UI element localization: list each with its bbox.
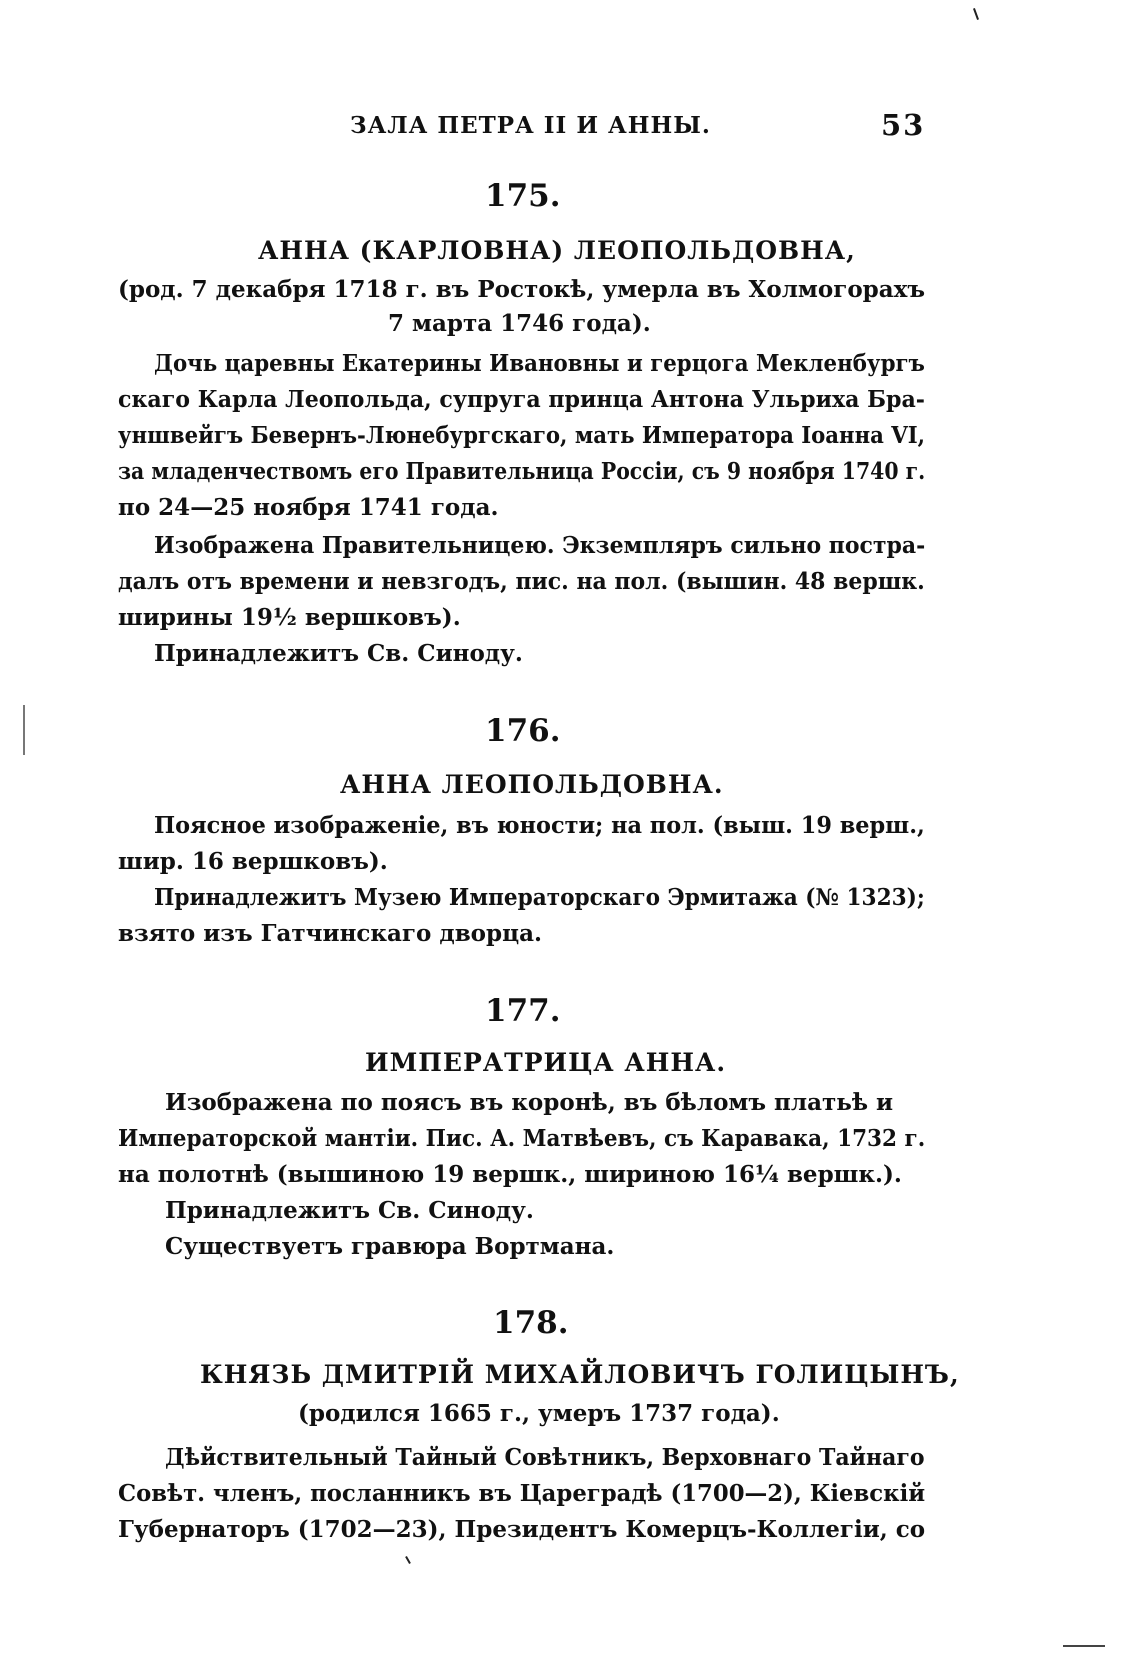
entry-number-178: 178. bbox=[493, 1305, 569, 1341]
body-line: Императорской мантіи. Пис. А. Матвѣевъ, съ Каравака, 1732 г. bbox=[118, 1125, 926, 1152]
body-line: Дѣйствительный Тайный Совѣтникъ, Верховнаго Тайнаго bbox=[165, 1444, 925, 1471]
body-line: Губернаторъ (1702—23), Президентъ Комерцъ-Коллегіи, со bbox=[118, 1516, 926, 1543]
body-line: Совѣт. членъ, посланникъ въ Цареградѣ (1700—2), Кіевскій bbox=[118, 1480, 926, 1507]
scan-speck bbox=[973, 8, 979, 20]
scan-margin-line bbox=[23, 705, 25, 755]
body-line: Принадлежитъ Св. Синоду. bbox=[165, 1197, 534, 1224]
entry-subtitle-175-2: 7 марта 1746 года). bbox=[388, 310, 651, 337]
entry-number-175: 175. bbox=[485, 178, 561, 214]
body-line: на полотнѣ (вышиною 19 вершк., шириною 16¼ вершк.). bbox=[118, 1161, 902, 1188]
body-line: ширины 19½ вершковъ). bbox=[118, 604, 461, 631]
entry-subtitle-175-1: (род. 7 декабря 1718 г. въ Ростокѣ, умерла въ Холмогорахъ bbox=[118, 276, 926, 303]
body-line: шир. 16 вершковъ). bbox=[118, 848, 388, 875]
body-line: за младенчествомъ его Правительница Россіи, съ 9 ноября 1740 г. bbox=[118, 458, 926, 485]
body-line: по 24—25 ноября 1741 года. bbox=[118, 494, 499, 521]
entry-title-177: ИМПЕРАТРИЦА АННА. bbox=[365, 1048, 727, 1077]
entry-title-178: КНЯЗЬ ДМИТРІЙ МИХАЙЛОВИЧЪ ГОЛИЦЫНЪ, bbox=[200, 1360, 960, 1389]
body-line: скаго Карла Леопольда, супруга принца Антона Ульриха Бра- bbox=[118, 386, 925, 413]
body-line: Принадлежитъ Музею Императорскаго Эрмитажа (№ 1323); bbox=[154, 884, 925, 911]
entry-number-176: 176. bbox=[485, 713, 561, 749]
running-header-title: ЗАЛА ПЕТРА II И АННЫ. bbox=[350, 112, 711, 139]
body-line: Дочь царевны Екатерины Ивановны и герцога Мекленбургъ bbox=[154, 350, 925, 377]
body-line: далъ отъ времени и невзгодъ, пис. на пол. (вышин. 48 вершк. bbox=[118, 568, 925, 595]
body-line: Изображена Правительницею. Экземпляръ сильно пострa- bbox=[154, 532, 926, 559]
body-line: Поясное изображеніе, въ юности; на пол. (выш. 19 верш., bbox=[154, 812, 925, 839]
body-line: Существуетъ гравюра Вортмана. bbox=[165, 1233, 615, 1260]
body-line: взято изъ Гатчинскаго дворца. bbox=[118, 920, 542, 947]
scan-speck bbox=[405, 1556, 411, 1564]
entry-subtitle-178-1: (родился 1665 г., умеръ 1737 года). bbox=[298, 1400, 780, 1427]
entry-number-177: 177. bbox=[485, 993, 561, 1029]
entry-title-176: АННА ЛЕОПОЛЬДОВНА. bbox=[340, 770, 724, 799]
entry-title-175: АННА (КАРЛОВНА) ЛЕОПОЛЬДОВНА, bbox=[258, 236, 856, 265]
scan-speck bbox=[1063, 1645, 1105, 1647]
body-line: уншвейгъ Бевернъ-Люнебургскаго, мать Императора Іоанна VI, bbox=[118, 422, 926, 449]
body-line: Принадлежитъ Св. Синоду. bbox=[154, 640, 523, 667]
body-line: Изображена по поясъ въ коронѣ, въ бѣломъ платьѣ и bbox=[165, 1089, 894, 1116]
page-number: 53 bbox=[881, 108, 926, 142]
